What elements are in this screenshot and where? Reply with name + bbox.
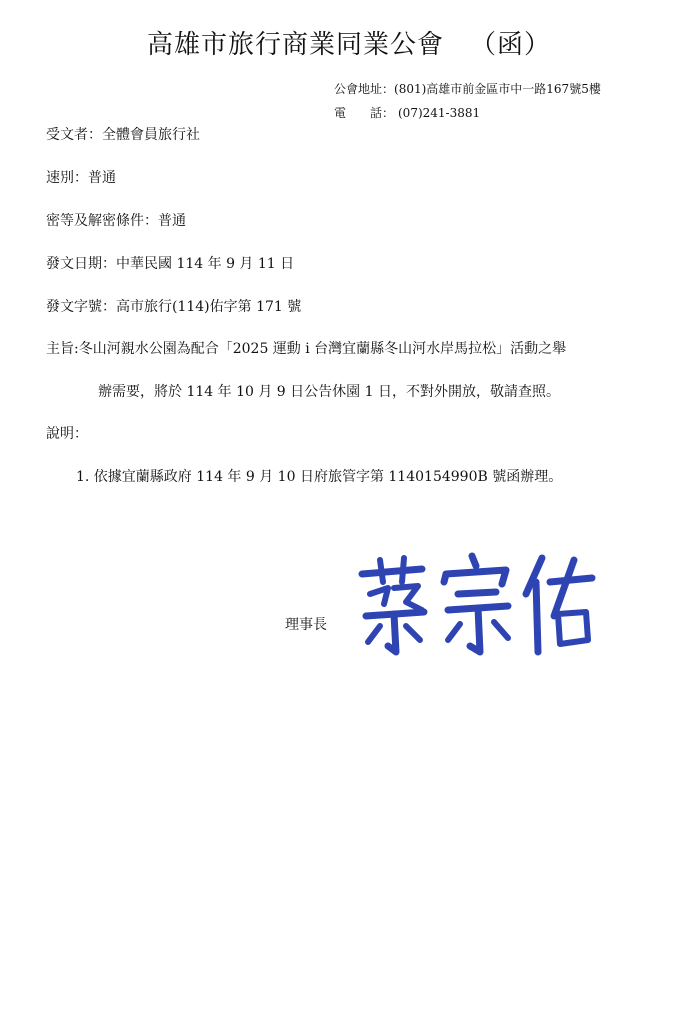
phone-line	[334, 104, 480, 121]
recipient-field: 受文者：全體會員旅行社	[46, 127, 200, 143]
secrecy-field: 密等及解密條件：普通	[46, 213, 186, 229]
speed-field: 速別：普通	[46, 170, 116, 186]
document-title	[0, 24, 698, 61]
issue-date-field: 發文日期：中華民國 114 年 9 月 11 日	[46, 256, 295, 272]
subject-line-2: 辦需要，將於 114 年 10 月 9 日公告休園 1 日，不對外開放，敬請查照。	[98, 384, 560, 400]
explanation-item: 1. 依據宜蘭縣政府 114 年 9 月 10 日府旅管字第 1140154990B 號函辦理。	[76, 469, 563, 485]
address-label: 公會地址：	[334, 82, 395, 96]
signatory-title: 理事長	[285, 617, 327, 633]
explanation-label: 說明：	[46, 426, 88, 442]
reference-number-field: 發文字號：高市旅行(114)佑字第 171 號	[46, 299, 302, 315]
handwritten-signature	[356, 552, 596, 662]
doc-type: （函）	[470, 30, 552, 60]
address-line	[334, 80, 601, 97]
phone-label: 電 話：	[334, 106, 395, 120]
org-title: 高雄市旅行商業同業公會	[146, 30, 444, 60]
address-value: (801)高雄市前金區市中一路167號5樓	[394, 82, 601, 96]
phone-value: (07)241-3881	[398, 106, 481, 120]
subject-line-1: 主旨:冬山河親水公園為配合「2025 運動 i 台灣宜蘭縣冬山河水岸馬拉松」活動之舉	[46, 341, 567, 357]
